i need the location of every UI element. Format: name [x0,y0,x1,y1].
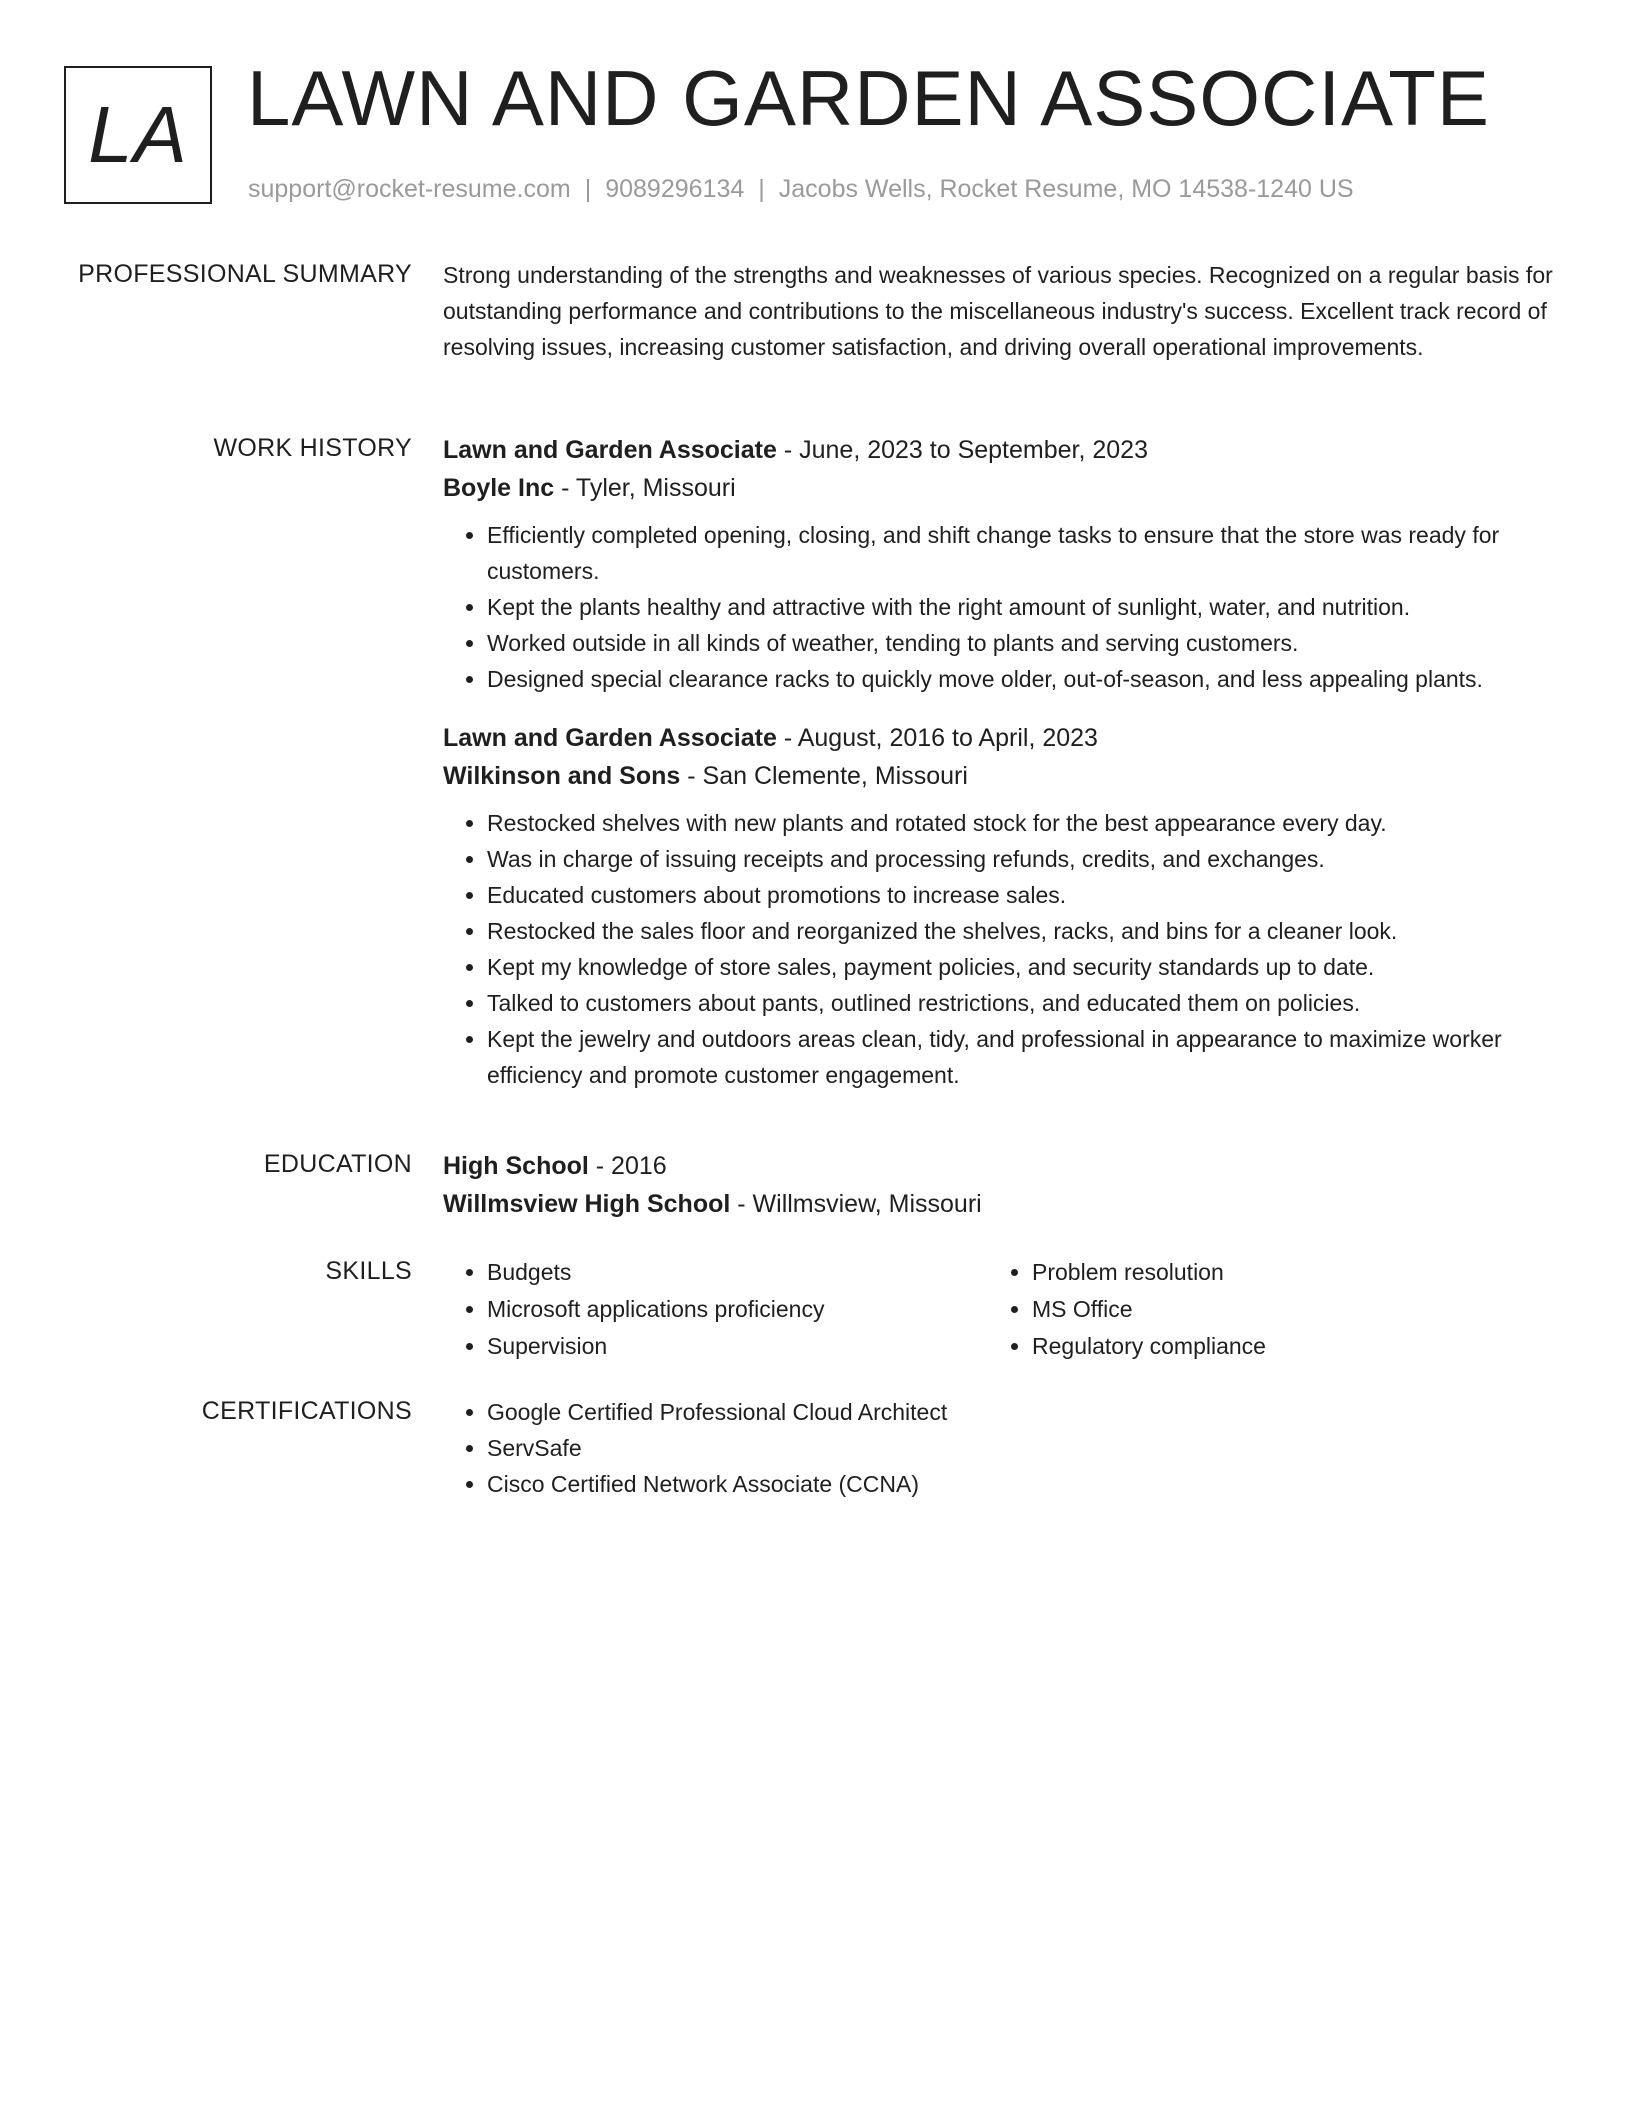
skills-column-left [443,1254,988,1365]
contact-address: Jacobs Wells, Rocket Resume, MO 14538-1240 US [778,175,1354,203]
monogram-box [64,66,212,204]
education-degree: High School [443,1152,589,1180]
skills-column-right [988,1254,1533,1365]
certification-item: • Google Certified Professional Cloud Architect [487,1394,1563,1430]
section-label-skills: SKILLS [325,1257,412,1285]
section-label-work: WORK HISTORY [213,434,412,462]
job-company: Boyle Inc [443,474,555,502]
job-entry [443,719,1563,1093]
job-entry [443,431,1563,697]
certification-item: • Cisco Certified Network Associate (CCNA) [487,1466,1563,1502]
contact-phone: 9089296134 [605,175,745,203]
job-bullet: • Efficiently completed opening, closing, and shift change tasks to ensure that the store was ready for customers. [487,517,1563,589]
job-location: - San Clemente, Missouri [680,762,968,790]
skill-item: • Problem resolution [1032,1254,1533,1291]
education-location: - Willmsview, Missouri [730,1190,982,1218]
job-bullet: • Was in charge of issuing receipts and processing refunds, credits, and exchanges. [487,841,1563,877]
summary-text: Strong understanding of the strengths and weaknesses of various species. Recognized on a regular basis for outstanding performance and contributions to the miscellaneous industry's success. Excellent track record of resolving issues, increasing customer satisfaction, and driving overall operational improvements. [443,262,1553,360]
job-bullet: • Kept the plants healthy and attractive with the right amount of sunlight, water, and nutrition. [487,589,1563,625]
job-bullet: • Restocked shelves with new plants and rotated stock for the best appearance every day. [487,805,1563,841]
skill-item: • Regulatory compliance [1032,1328,1533,1365]
job-company-line [443,469,1563,507]
certifications-body [443,1394,1563,1502]
job-title-line [443,431,1563,469]
education-school: Willmsview High School [443,1190,731,1218]
contact-line [248,172,1354,206]
job-bullet: • Educated customers about promotions to increase sales. [487,877,1563,913]
job-title: Lawn and Garden Associate [443,436,777,464]
job-title-line [443,719,1563,757]
education-year: - 2016 [588,1152,667,1180]
certifications-list [443,1394,1563,1502]
skill-item: • Microsoft applications proficiency [487,1291,988,1328]
job-bullets [443,517,1563,697]
candidate-title: LAWN AND GARDEN ASSOCIATE [247,54,1490,142]
education-degree-line [443,1147,1563,1185]
job-dates: - June, 2023 to September, 2023 [776,436,1148,464]
monogram-initials: LA [88,90,188,179]
skill-item: • Budgets [487,1254,988,1291]
skill-item: • Supervision [487,1328,988,1365]
summary-body [443,257,1563,365]
contact-separator: | [758,175,765,203]
job-company-line [443,757,1563,795]
job-bullet: • Talked to customers about pants, outlined restrictions, and educated them on policies. [487,985,1563,1021]
skills-list [443,1254,988,1365]
job-bullet: • Restocked the sales floor and reorganized the shelves, racks, and bins for a cleaner look. [487,913,1563,949]
job-bullets [443,805,1563,1093]
skills-columns [443,1254,1563,1365]
job-bullet: • Designed special clearance racks to quickly move older, out-of-season, and less appealing plants. [487,661,1563,697]
skills-body [443,1254,1563,1365]
work-body [443,431,1563,1115]
section-label-education: EDUCATION [263,1150,412,1178]
skills-list [988,1254,1533,1365]
job-dates: - August, 2016 to April, 2023 [776,724,1098,752]
contact-separator: | [584,175,592,203]
job-bullet: • Worked outside in all kinds of weather, tending to plants and serving customers. [487,625,1563,661]
section-label-summary: PROFESSIONAL SUMMARY [78,260,412,288]
job-title: Lawn and Garden Associate [443,724,777,752]
education-school-line [443,1185,1563,1223]
education-body [443,1147,1563,1223]
job-bullet: • Kept my knowledge of store sales, payment policies, and security standards up to date. [487,949,1563,985]
job-location: - Tyler, Missouri [554,474,736,502]
job-bullet: • Kept the jewelry and outdoors areas clean, tidy, and professional in appearance to maximize worker efficiency and promote customer engagement. [487,1021,1563,1093]
contact-email: support@rocket-resume.com [248,175,571,203]
certification-item: • ServSafe [487,1430,1563,1466]
skill-item: • MS Office [1032,1291,1533,1328]
section-label-certifications: CERTIFICATIONS [201,1397,412,1425]
job-company: Wilkinson and Sons [443,762,681,790]
